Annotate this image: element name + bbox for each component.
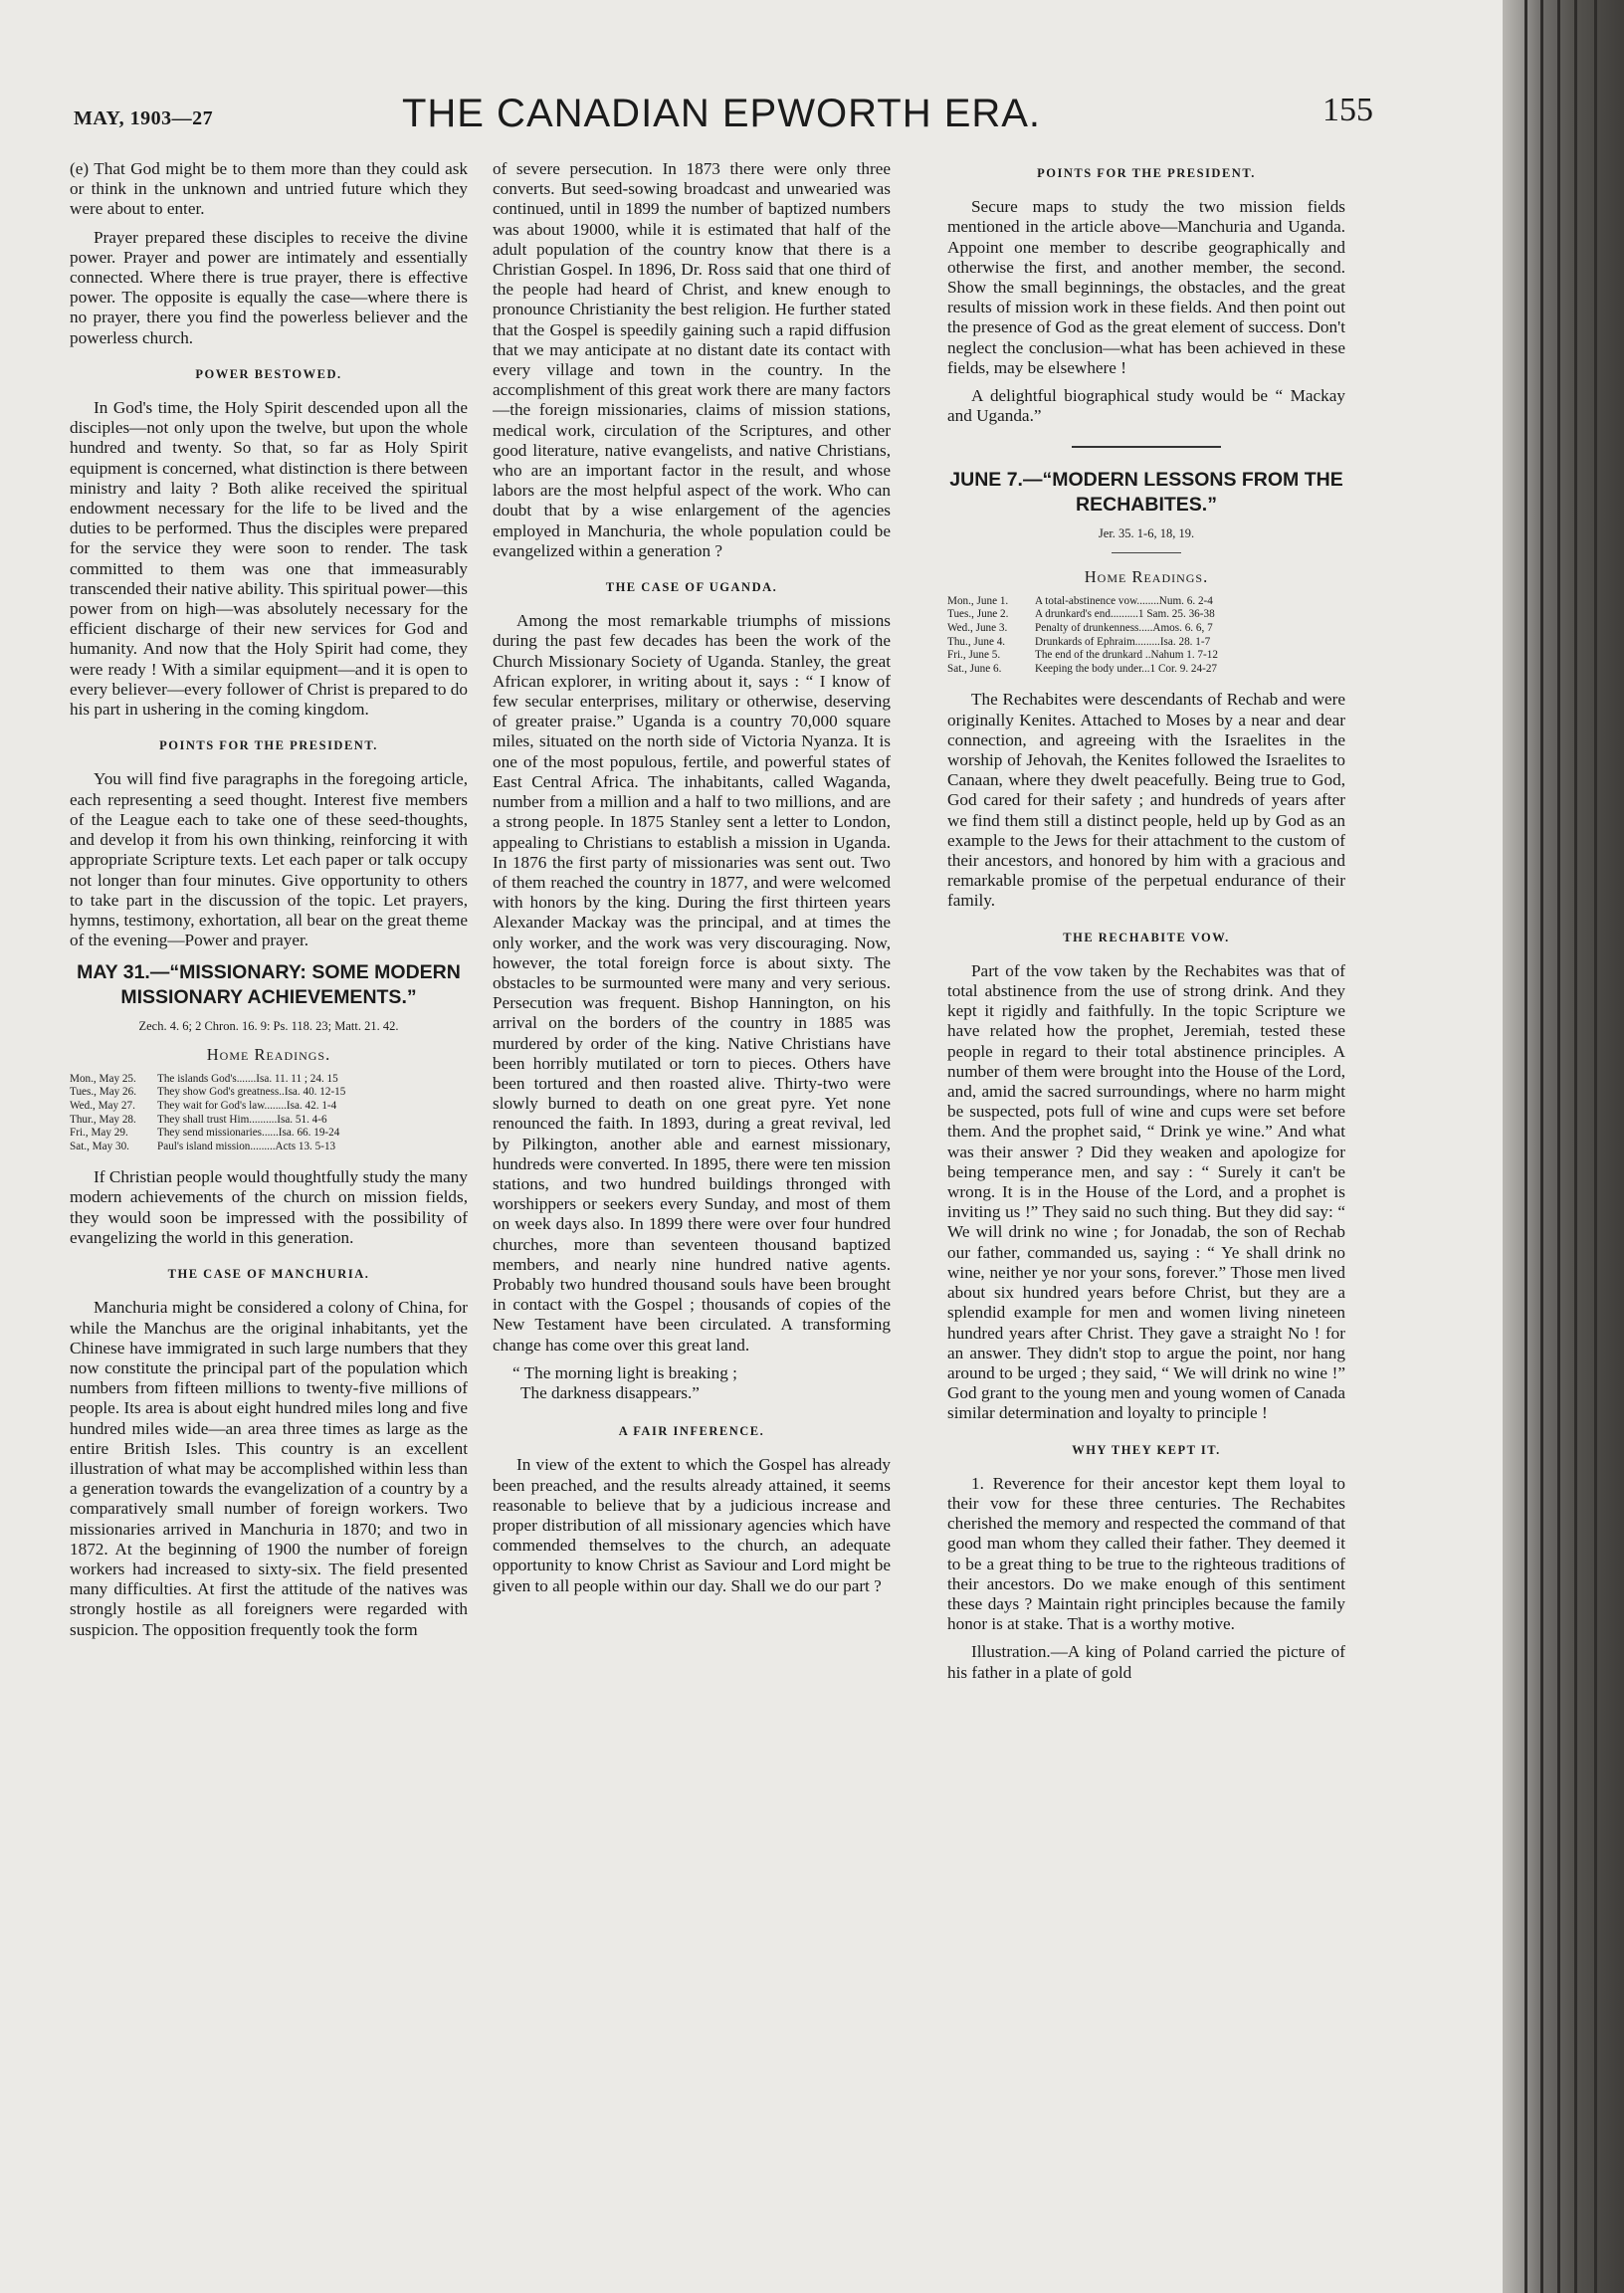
column-left	[70, 159, 468, 2249]
reading-day: Mon., June 1.	[947, 594, 1009, 607]
home-readings-table	[947, 595, 1345, 677]
page-number: 155	[1322, 92, 1373, 128]
book-binding-edge	[1503, 0, 1624, 2293]
running-head	[70, 88, 1373, 137]
reading-text: Penalty of drunkenness.....Amos. 6. 6, 7	[1035, 622, 1213, 635]
section-heading-points-president: POINTS FOR THE PRESIDENT.	[159, 738, 378, 753]
reading-row	[70, 1100, 468, 1114]
home-readings-title: Home Readings.	[1084, 566, 1209, 586]
reading-row	[947, 663, 1345, 677]
column-middle	[493, 159, 891, 2249]
paragraph: of severe persecution. In 1873 there were only three converts. But seed-sowing broadcast and unwearied was continued, until in 1899 the number of baptized numbers was about 19000, while it is estimated that half of the adult population of the country know that there is a Christian Gospel. In 1896, Dr. Ross said that one third of the people had heard of Christ, and knew enough to pronounce Christianity the best religion. He further stated that the Gospel is speedily gaining such a rapid diffusion that we may anticipate at no distant date its contact with every village and town in the country. In the accomplishment of this great work there are many factors—the foreign missionaries, claims of mission stations, medical work, circulation of the Scriptures, and other good literature, native evangelists, and native Christians, who are an important factor in the result, and whose labors are the most helpful aspect of the work. Who can doubt that by a wise enlargement of the agencies employed in Manchuria, the whole population could be evangelized within a generation ?	[493, 159, 891, 560]
reading-text: They show God's greatness..Isa. 40. 12-15	[157, 1086, 346, 1099]
reading-text: Keeping the body under...1 Cor. 9. 24-27	[1035, 662, 1218, 675]
poem-line: “ The morning light is breaking ;	[512, 1362, 737, 1382]
section-heading-rechabite-vow: THE RECHABITE VOW.	[1063, 930, 1230, 944]
paragraph: 1. Reverence for their ancestor kept them loyal to their vow for these three centuries. The Rechabites cherished the memory and respected the command of that good man whom they called their father. They deemed it to be a great thing to be true to the righteous traditions of their ancestors. Do we make enough of this sentiment these days ? Maintain right principles because the family honor is at stake. That is a worthy motive.	[947, 1473, 1345, 1634]
reading-day: Tues., May 26.	[70, 1086, 137, 1099]
binding-stripe	[1557, 0, 1560, 2293]
paragraph: Illustration.—A king of Poland carried the picture of his father in a plate of gold	[947, 1642, 1345, 1682]
binding-stripe	[1574, 0, 1577, 2293]
reading-text: They send missionaries......Isa. 66. 19-24	[157, 1127, 340, 1140]
reading-row	[70, 1141, 468, 1154]
binding-stripe	[1540, 0, 1543, 2293]
topic-heading-may-31: MAY 31.—“MISSIONARY: SOME MODERN MISSIONARY ACHIEVEMENTS.”	[77, 961, 461, 1009]
reading-day: Thu., June 4.	[947, 635, 1006, 648]
section-heading-manchuria: THE CASE OF MANCHURIA.	[167, 1267, 370, 1282]
paragraph: In view of the extent to which the Gospel has already been preached, and the results already attained, it seems reasonable to believe that by a judicious increase and proper distribution of all missionary agencies which have commended themselves to the church, an adequate opportunity to know Christ as Saviour and Lord might be given to all people within our day. Shall we do our part ?	[493, 1455, 891, 1595]
paragraph: You will find five paragraphs in the foregoing article, each representing a seed thought. Interest five members of the League each to take one of these seed-thoughts, and develop it from his own thinking, reinforcing it with appropriate Scripture texts. Let each paper or talk occupy not longer than four minutes. Give opportunity to others to take part in the discussion of the topic. Let prayers, hymns, testimony, exhortation, all bear on the great theme of the evening—Power and prayer.	[70, 769, 468, 950]
topic-heading-june-7: JUNE 7.—“MODERN LESSONS FROM THE RECHABITES.”	[949, 469, 1343, 517]
section-heading-uganda: THE CASE OF UGANDA.	[605, 580, 778, 595]
reading-row	[947, 649, 1345, 663]
reading-day: Fri., May 29.	[70, 1127, 128, 1140]
reading-text: They shall trust Him..........Isa. 51. 4-6	[157, 1113, 327, 1126]
reading-text: The end of the drunkard ..Nahum 1. 7-12	[1035, 649, 1218, 662]
binding-stripe	[1524, 0, 1527, 2293]
paragraph: Prayer prepared these disciples to receive the divine power. Prayer and power are intimately and essentially connected. Where there is true prayer, there is effective power. The opposite is equally the case—where there is no prayer, there you find the powerless believer and the powerless church.	[70, 227, 468, 347]
binding-stripe	[1594, 0, 1597, 2293]
reading-day: Sat., May 30.	[70, 1140, 129, 1152]
reading-row	[947, 622, 1345, 636]
reading-day: Wed., June 3.	[947, 622, 1008, 635]
reading-text: They wait for God's law........Isa. 42. 1-4	[157, 1099, 337, 1112]
reading-text: A total-abstinence vow........Num. 6. 2-4	[1035, 594, 1213, 607]
section-heading-why-they-kept-it: WHY THEY KEPT IT.	[1072, 1442, 1221, 1457]
publication-title: THE CANADIAN EPWORTH ERA.	[401, 92, 1042, 135]
paragraph: Among the most remarkable triumphs of missions during the past few decades has been the work of the Church Missionary Society of Uganda. Stanley, the great African explorer, in writing about it, says : “ I know of few secular enterprises, military or otherwise, deserving of greater praise.” Uganda is a country 70,000 square miles, situated on the north side of Victoria Nyanza. It is one of the most populous, fertile, and powerful states of East Central Africa. The inhabitants, called Waganda, number from a million and a half to two millions, and are a strong people. In 1875 Stanley sent a letter to London, appealing to Christians to establish a mission in Uganda. In 1876 the first party of missionaries was sent out. Two of them reached the country in 1877, and were welcomed with honors by the king. During the first thirteen years Alexander Mackay was the principal, and at times the only worker, and the work was very discouraging. Now, however, the total foreign force is about sixty. The obstacles to be surmounted were many and very serious. Persecution was frequent. Bishop Hannington, on his arrival on the borders of the country in 1885 was murdered by order of the king. Native Christians have been horribly mutilated or torn to pieces. Others have been tortured and then roasted alive. Thirty-two were slowly burned to death on one great pyre. Yet none renounced the faith. In 1893, during a great revival, led by Pilkington, another able and earnest missionary, hundreds were converted. In 1895, there were ten mission stations, and two hundred buildings thronged with worshippers or seekers every Sunday, and most of them on week days also. In 1899 there were over four hundred churches, more than seventeen thousand baptized members, and nearly nine hundred native agents. Probably two hundred thousand souls have been brought in contact with the Gospel ; thousands of copies of the New Testament have been circulated. A transforming change has come over this great land.	[493, 611, 891, 1355]
home-readings-title: Home Readings.	[206, 1044, 331, 1064]
reading-text: Drunkards of Ephraim.........Isa. 28. 1-7	[1035, 635, 1211, 648]
scripture-references: Zech. 4. 6; 2 Chron. 16. 9: Ps. 118. 23; Matt. 21. 42.	[138, 1019, 399, 1034]
reading-text: Paul's island mission.........Acts 13. 5-13	[157, 1140, 336, 1152]
paragraph: Part of the vow taken by the Rechabites was that of total abstinence from the use of strong drink. And they kept it rigidly and faithfully. In the topic Scripture we have related how the prophet, Jeremiah, tested these people in regard to their total abstinence principles. A number of them were brought into the House of the Lord, and, amid the sacred surroundings, where no harm might be suspected, pots full of wine and cups were set before them. And the prophet said, “ Drink ye wine.” And what was their answer ? Did they weaken and apologize for being temperance men, and say : “ Surely it can't be wrong. It is in the House of the Lord, and a prophet is inviting us !” They said no such thing. But they did say: “ We will drink no wine ; for Jonadab, the son of Rechab our father, commanded us, saying : “ Ye shall drink no wine, neither ye nor your sons, forever.” Those men lived about six hundred years before Christ, but they are a splendid example for men and women living nineteen hundred years after Christ. They gave a straight No ! for an answer. They didn't stop to argue the point, nor hang around to be urged ; they said, “ We will drink no wine !” God grant to the young men and young women of Canada similar determination and loyalty to principle !	[947, 960, 1345, 1423]
divider-rule	[1072, 446, 1221, 448]
section-heading-power-bestowed: POWER BESTOWED.	[195, 366, 342, 381]
reading-row	[70, 1114, 468, 1128]
paragraph: If Christian people would thoughtfully study the many modern achievements of the church on mission fields, they would soon be impressed with the possibility of evangelizing the world in this generation.	[70, 1167, 468, 1247]
poem-quote	[512, 1363, 891, 1403]
home-readings-table	[70, 1073, 468, 1154]
scripture-references: Jer. 35. 1-6, 18, 19.	[1098, 526, 1195, 541]
reading-row	[70, 1086, 468, 1100]
reading-day: Sat., June 6.	[947, 662, 1002, 675]
section-heading-points-president: POINTS FOR THE PRESIDENT.	[1037, 166, 1256, 180]
reading-row	[947, 595, 1345, 609]
reading-row	[70, 1127, 468, 1141]
paragraph: The Rechabites were descendants of Rechab and were originally Kenites. Attached to Moses by a near and dear connection, and agreeing with the Israelites in the worship of Jehovah, the Kenites followed the Israelites to Canaan, where they dwelt peacefully. Being true to God, God cared for their safety ; and hundreds of years after we find them still a distinct people, held up by God as an example to the Jews for their attachment to the custom of their ancestors, and honored by him with a gracious and remarkable promise of the perpetual endurance of their family.	[947, 690, 1345, 911]
reading-text: A drunkard's end..........1 Sam. 25. 36-38	[1035, 608, 1215, 621]
reading-row	[70, 1073, 468, 1087]
section-heading-fair-inference: A FAIR INFERENCE.	[618, 1424, 765, 1439]
reading-day: Thur., May 28.	[70, 1113, 136, 1126]
divider-rule-short	[1112, 552, 1181, 553]
reading-day: Wed., May 27.	[70, 1099, 135, 1112]
paragraph: Manchuria might be considered a colony of China, for while the Manchus are the original inhabitants, yet the Chinese have immigrated in such large numbers that they now constitute the principal part of the population which numbers from fifteen millions to twenty-five millions of people. Its area is about eight hundred miles long and five hundred miles wide—an area three times as large as the entire British Isles. This country is an excellent illustration of what may be accomplished within less than a generation towards the evangelization of a country by a comparatively small number of foreign workers. Two missionaries arrived in Manchuria in 1870; and two in 1872. At the beginning of 1900 the number of foreign workers had increased to sixty-six. The field presented many difficulties. At first the attitude of the natives was strongly hostile as all foreigners were regarded with suspicion. The opposition frequently took the form	[70, 1298, 468, 1639]
reading-row	[947, 636, 1345, 650]
column-right	[947, 159, 1345, 2249]
reading-day: Fri., June 5.	[947, 649, 1001, 662]
poem-line: The darkness disappears.”	[520, 1382, 700, 1402]
reading-row	[947, 608, 1345, 622]
paragraph: (e) That God might be to them more than they could ask or think in the unknown and untried future which they were about to enter.	[70, 159, 468, 219]
reading-text: The islands God's.......Isa. 11. 11 ; 24. 15	[157, 1072, 338, 1085]
paragraph: A delightful biographical study would be “ Mackay and Uganda.”	[947, 386, 1345, 426]
reading-day: Tues., June 2.	[947, 608, 1009, 621]
reading-day: Mon., May 25.	[70, 1072, 136, 1085]
paragraph: In God's time, the Holy Spirit descended upon all the disciples—not only upon the twelve, but upon the whole hundred and twenty. So that, so far as Holy Spirit equipment is concerned, what distinction is there between ministry and laity ? Both alike received the spiritual endowment necessary for the life to be lived and the duties to be performed. Thus the disciples were prepared for the service they were soon to render. The task committed to them was one that immeasurably transcended their native ability. This spiritual power—this power from on high—was absolutely necessary for the efficient discharge of their new services for God and humanity. And now that the Holy Spirit had come, they were ready ! With a similar equipment—and it is open to every believer—every follower of Christ is prepared to do his part in ushering in the coming kingdom.	[70, 398, 468, 720]
paragraph: Secure maps to study the two mission fields mentioned in the article above—Manchuria and Uganda. Appoint one member to describe geographically and otherwise the first, and another member, the second. Show the small beginnings, the obstacles, and the great results of mission work in these fields. And then point out the presence of God as the great element of success. Don't neglect the conclusion—what has been achieved in these fields, may be elsewhere !	[947, 197, 1345, 377]
issue-date: MAY, 1903—27	[74, 107, 214, 129]
